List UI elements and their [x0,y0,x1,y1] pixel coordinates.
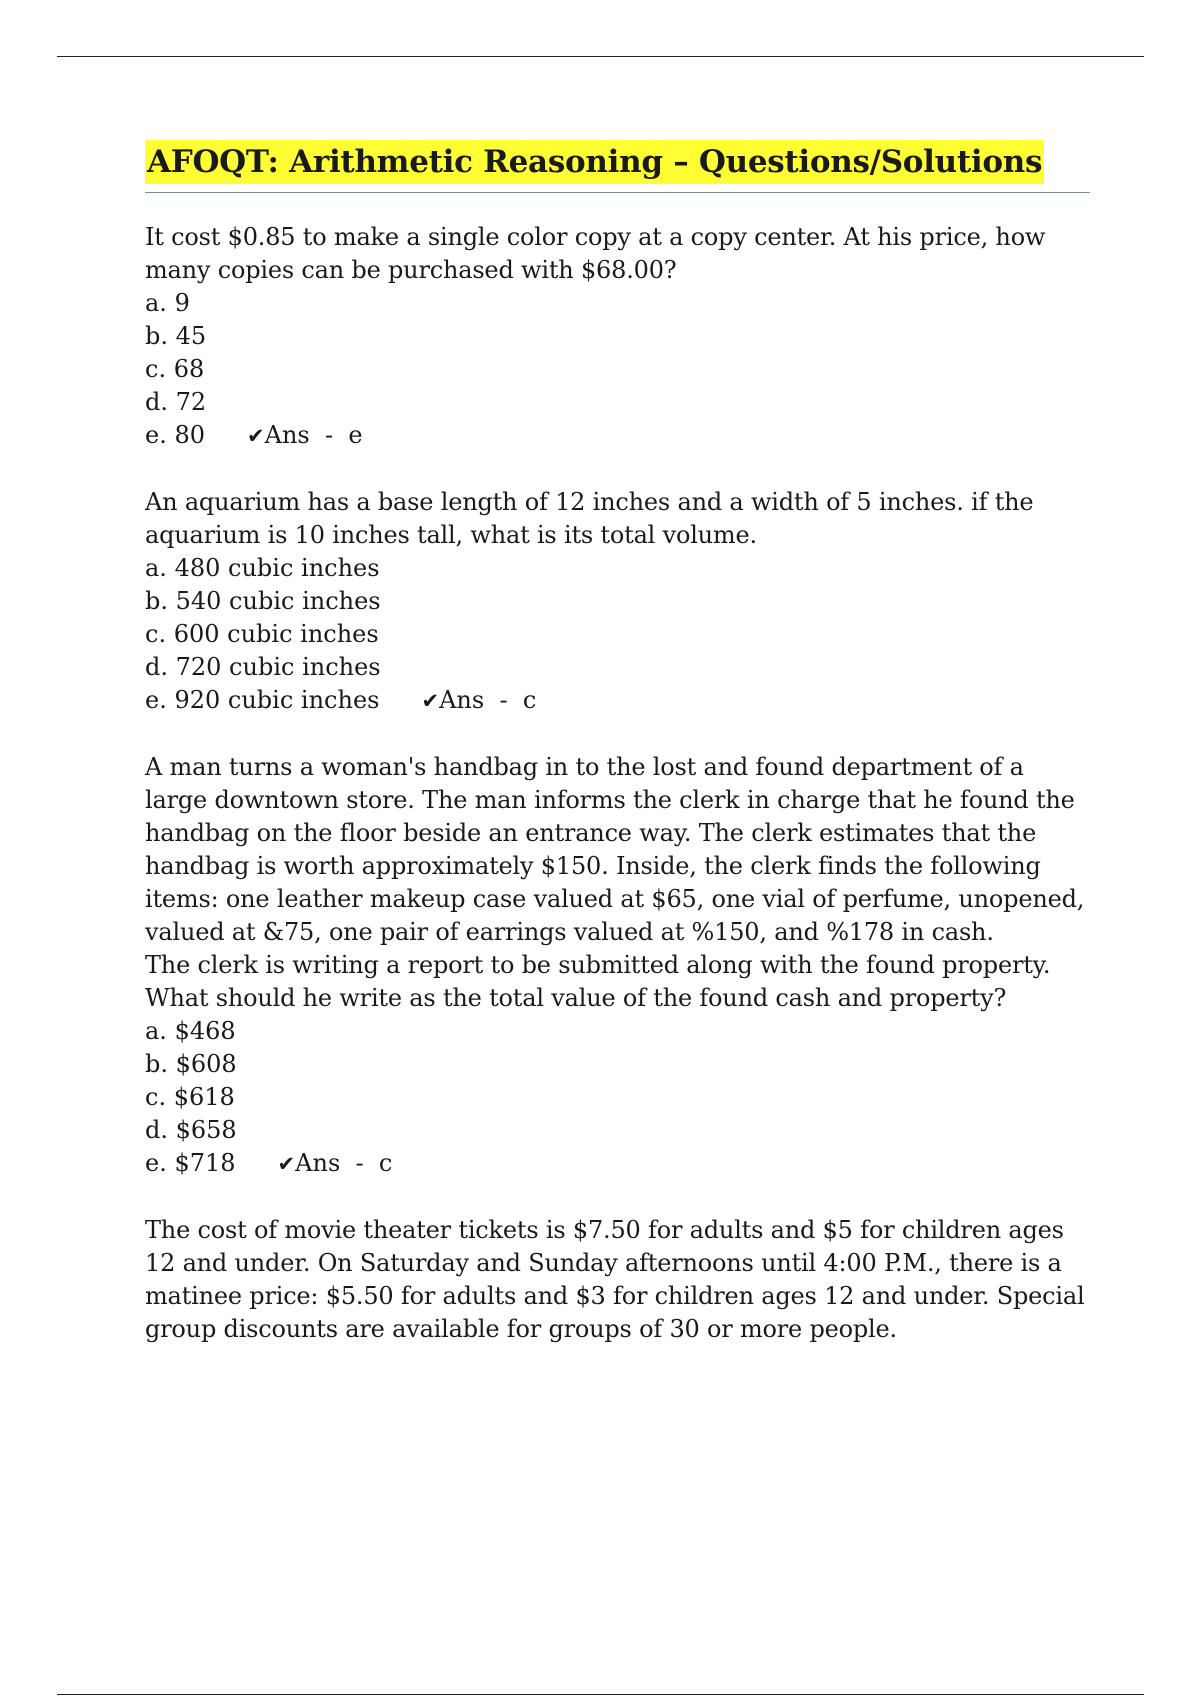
question-2 [145,486,1090,718]
option-b: b. 45 [145,322,207,350]
option-a: a. 9 [145,289,190,317]
title-block [145,140,1090,193]
question-3 [145,751,1090,1181]
answer-label: Ans - [439,686,523,714]
question-4 [145,1214,1090,1346]
question-stem: An aquarium has a base length of 12 inches and a width of 5 inches. if the aquarium is 10 inches tall, what is its total volume. [145,488,1034,549]
option-b: b. $608 [145,1050,237,1078]
option-a: a. $468 [145,1017,236,1045]
page-top-rule [57,56,1144,57]
document-body [145,140,1090,1379]
option-c: c. 68 [145,355,205,383]
option-d: d. 720 cubic inches [145,653,381,681]
answer-letter: e [348,421,363,449]
question-1 [145,221,1090,453]
checkmark-icon: ✔ [421,689,440,713]
question-stem: The cost of movie theater tickets is $7.50 for adults and $5 for children ages 12 and under. On Saturday and Sunday afternoons until 4:00 P.M., there is a matinee price: $5.50 for adults and $3 for children ages 12 and under. Special group discounts are available for groups of 30 or more people. [145,1216,1085,1343]
answer-indicator [247,421,363,449]
question-stem-continued: The clerk is writing a report to be submitted along with the found property. What should he write as the total value of the found cash and property? [145,951,1051,1012]
option-d: d. $658 [145,1116,237,1144]
option-e-row [145,1147,1090,1181]
answer-letter: c [522,686,537,714]
page-title: AFOQT: Arithmetic Reasoning – Questions/Solutions [145,140,1044,184]
question-stem: It cost $0.85 to make a single color copy at a copy center. At his price, how many copies can be purchased with $68.00? [145,223,1046,284]
option-c: c. $618 [145,1083,235,1111]
option-e-row [145,419,1090,453]
option-e: e. 80 [145,421,205,449]
checkmark-icon: ✔ [247,424,265,448]
option-a: a. 480 cubic inches [145,554,380,582]
option-e: e. $718 [145,1149,236,1177]
answer-label: Ans - [264,421,349,449]
option-b: b. 540 cubic inches [145,587,381,615]
page-bottom-rule [57,1694,1144,1695]
question-stem: A man turns a woman's handbag in to the lost and found department of a large downtown store. The man informs the clerk in charge that he found the handbag on the floor beside an entrance way. The clerk estimates that the handbag is worth approximately $150. Inside, the clerk finds the following items: one leather makeup case valued at $65, one vial of perfume, unopened, valued at &75, one pair of earrings valued at %150, and %178 in cash. [145,753,1085,946]
answer-indicator [421,686,536,714]
answer-label: Ans - [295,1149,379,1177]
option-e-row [145,684,1090,718]
option-e: e. 920 cubic inches [145,686,380,714]
answer-indicator [278,1149,393,1177]
answer-letter: c [378,1149,393,1177]
option-c: c. 600 cubic inches [145,620,379,648]
checkmark-icon: ✔ [277,1152,296,1176]
option-d: d. 72 [145,388,207,416]
